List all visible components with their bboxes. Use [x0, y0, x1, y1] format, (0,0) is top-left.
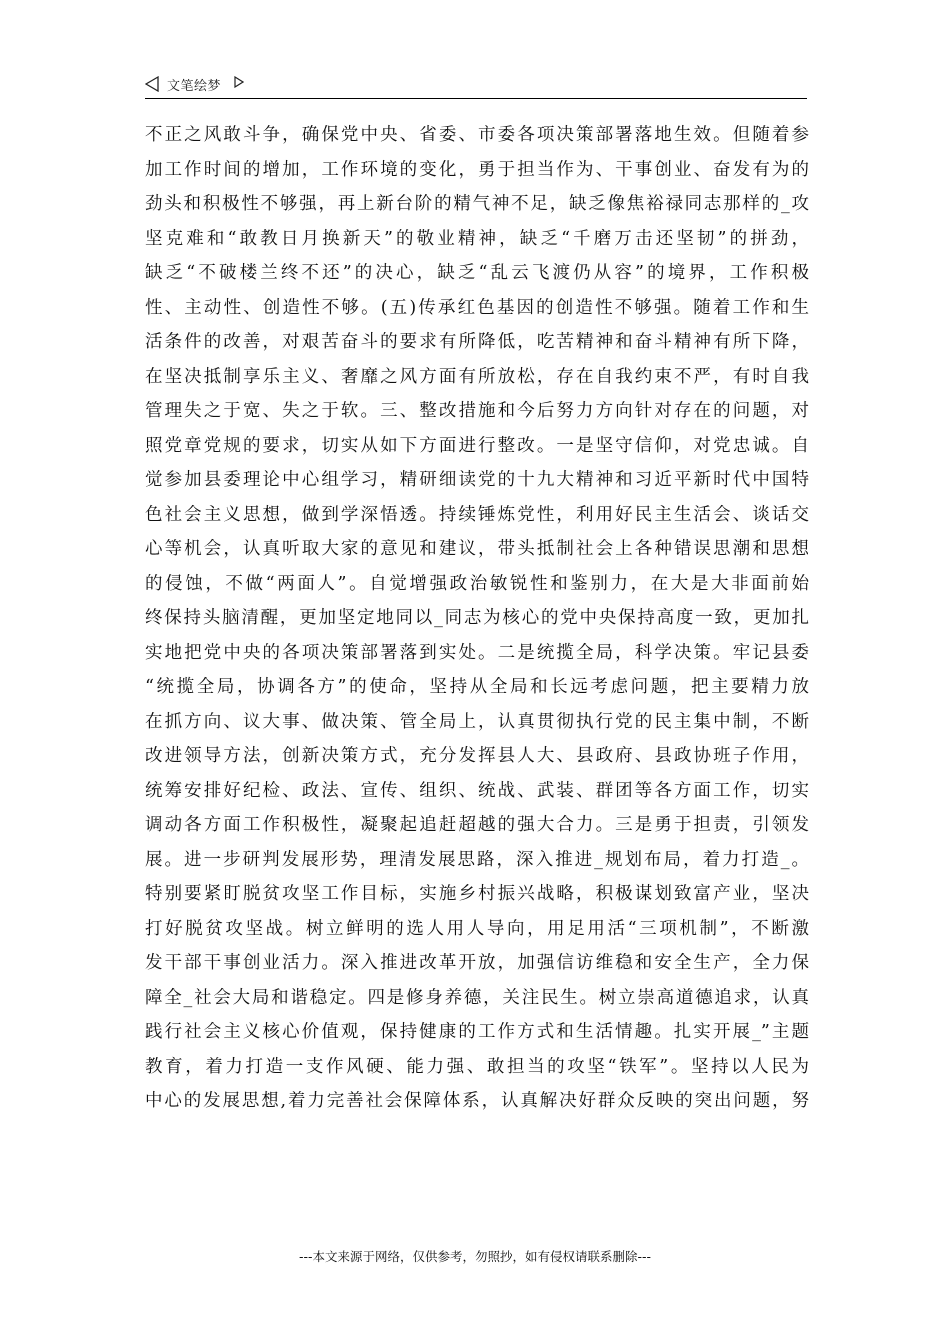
footer-notice: ---本文来源于网络，仅供参考，勿照抄，如有侵权请联系删除--- [298, 1249, 652, 1264]
text-line: 改进领导方法，创新决策方式，充分发挥县人大、县政府、县政协班子作用， [145, 746, 809, 766]
text-line: 践行社会主义核心价值观，保持健康的工作方式和生活情趣。扎实开展_”主题 [145, 1022, 809, 1042]
text-line: 在抓方向、议大事、做决策、管全局上，认真贯彻执行党的民主集中制，不断 [145, 711, 809, 732]
text-line: 管理失之于宽、失之于软。三、整改措施和今后努力方向针对存在的问题，对 [145, 401, 809, 421]
text-line: 特别要紧盯脱贫攻坚工作目标，实施乡村振兴战略，积极谋划致富产业，坚决 [145, 884, 809, 904]
text-line: 的侵蚀，不做“两面人”。自觉增强政治敏锐性和鉴别力，在大是大非面前始 [145, 573, 809, 594]
text-line: 终保持头脑清醒，更加坚定地同以_同志为核心的党中央保持高度一致，更加扎 [145, 608, 809, 628]
text-line: 调动各方面工作积极性，凝聚起追赶超越的强大合力。三是勇于担责，引领发 [145, 815, 809, 835]
text-line: 不正之风敢斗争，确保党中央、省委、市委各项决策部署落地生效。但随着参 [145, 125, 809, 145]
right-triangle-icon [234, 76, 244, 88]
text-line: 实地把党中央的各项决策部署落到实处。二是统揽全局，科学决策。牢记县委 [145, 642, 809, 663]
text-line: 觉参加县委理论中心组学习，精研细读党的十九大精神和习近平新时代中国特 [145, 470, 809, 490]
text-line: 打好脱贫攻坚战。树立鲜明的选人用人导向，用足用活“三项机制”，不断激 [145, 918, 809, 939]
text-line: 心等机会，认真听取大家的意见和建议，带头抵制社会上各种错误思潮和思想 [145, 539, 809, 559]
text-line: 性、主动性、创造性不够。(五)传承红色基因的创造性不够强。随着工作和生 [145, 297, 809, 318]
text-line: 发干部干事创业活力。深入推进改革开放，加强信访维稳和安全生产，全力保 [145, 953, 809, 973]
text-line: 缺乏“不破楼兰终不还”的决心，缺乏“乱云飞渡仍从容”的境界，工作积极 [145, 263, 809, 283]
left-triangle-icon [145, 76, 159, 92]
text-line: 统筹安排好纪检、政法、宣传、组织、统战、武装、群团等各方面工作，切实 [145, 780, 809, 801]
text-line: 加工作时间的增加，工作环境的变化，勇于担当作为、干事创业、奋发有为的 [145, 159, 809, 180]
text-line: 障全_社会大局和谐稳定。四是修身养德，关注民生。树立崇高道德追求，认真 [145, 987, 809, 1008]
text-line: 照党章党规的要求，切实从如下方面进行整改。一是坚守信仰，对党忠诚。自 [145, 435, 809, 456]
text-line: 活条件的改善，对艰苦奋斗的要求有所降低，吃苦精神和奋斗精神有所下降， [145, 332, 809, 352]
text-line: 展。进一步研判发展形势，理清发展思路，深入推进_规划布局，着力打造_。 [145, 849, 809, 870]
page-header [145, 72, 807, 99]
text-line: 教育，着力打造一支作风硬、能力强、敢担当的攻坚“铁军”。坚持以人民为 [145, 1056, 809, 1077]
text-line: 色社会主义思想，做到学深悟透。持续锤炼党性，利用好民主生活会、谈话交 [145, 504, 809, 525]
text-line: 劲头和积极性不够强，再上新台阶的精气神不足，缺乏像焦裕禄同志那样的_攻 [145, 194, 809, 214]
text-line: 在坚决抵制享乐主义、奢靡之风方面有所放松，存在自我约束不严，有时自我 [145, 366, 809, 387]
text-line: “统揽全局，协调各方”的使命，坚持从全局和长远考虑问题，把主要精力放 [145, 677, 809, 697]
document-body [145, 118, 809, 1119]
text-line: 中心的发展思想,着力完善社会保障体系，认真解决好群众反映的突出问题，努 [145, 1091, 809, 1111]
text-line: 坚克难和“敢教日月换新天”的敬业精神，缺乏“千磨万击还坚韧”的拼劲， [145, 228, 809, 249]
header-title: 文笔绘梦 [167, 79, 222, 94]
